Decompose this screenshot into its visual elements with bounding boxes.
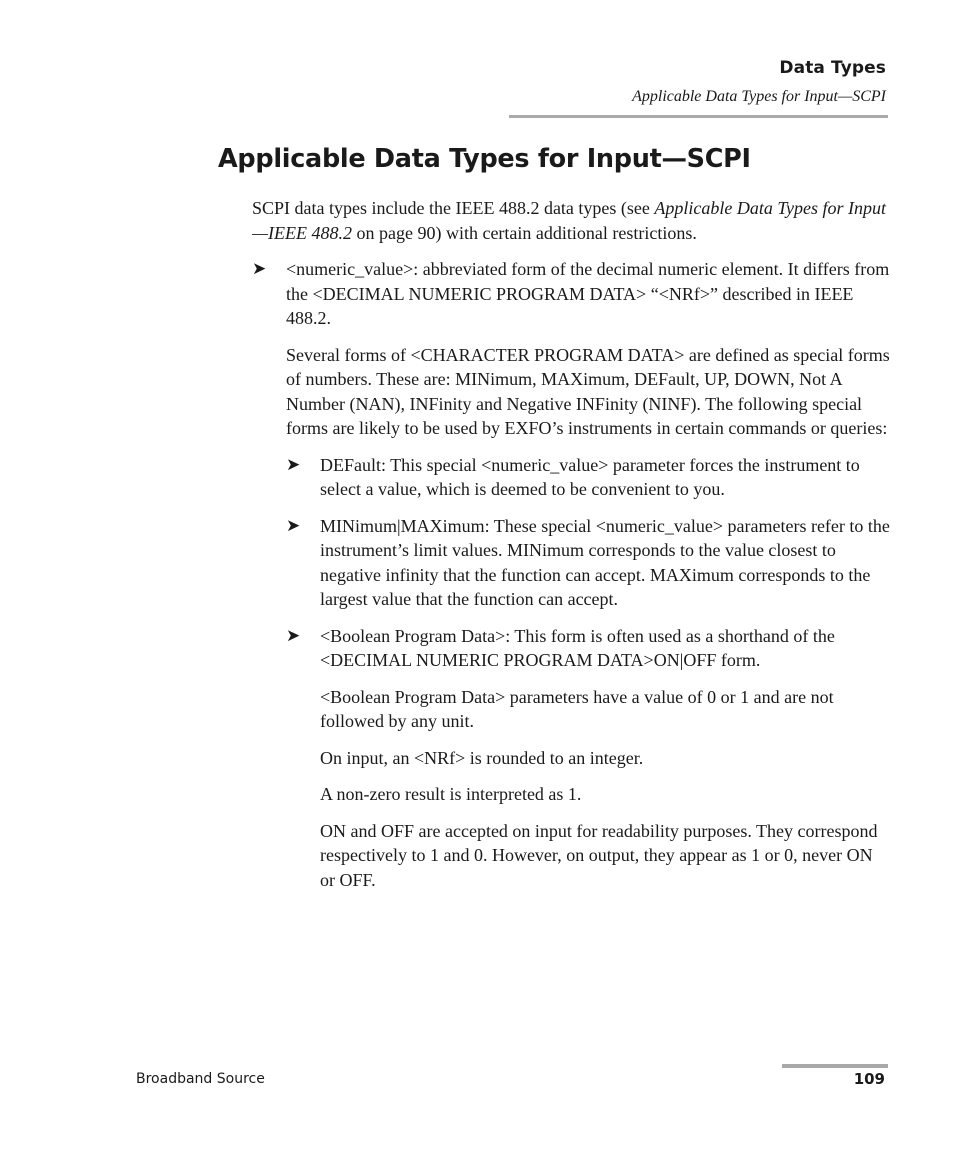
- cross-reference-link[interactable]: Applicable Data Types for Input—IEEE 488.2: [252, 198, 887, 243]
- footer-product-name: Broadband Source: [136, 1071, 265, 1087]
- bullet-numeric-value: [252, 257, 892, 892]
- boolean-description: <Boolean Program Data>: This form is often used as a shorthand of the <DECIMAL NUMERIC PROGRAM DATA>ON|OFF form.: [320, 625, 835, 670]
- intro-text-before: SCPI data types include the IEEE 488.2 data types (see: [252, 198, 655, 218]
- running-header-subtitle: Applicable Data Types for Input—SCPI: [632, 88, 886, 105]
- header-rule: [509, 115, 888, 118]
- body-content: [252, 196, 892, 904]
- boolean-detail: <Boolean Program Data> parameters have a value of 0 or 1 and are not followed by any unit.: [320, 686, 834, 731]
- bullet-arrow-icon: ➤: [286, 454, 301, 475]
- bullet-boolean: [286, 624, 892, 893]
- running-header-title: Data Types: [779, 58, 886, 78]
- bullet-minimum-maximum: [286, 514, 892, 612]
- boolean-detail: On input, an <NRf> is rounded to an integer.: [320, 747, 644, 768]
- bullet-arrow-icon: ➤: [286, 625, 301, 646]
- footer-rule: [782, 1064, 888, 1068]
- numeric-value-definition: <numeric_value>: abbreviated form of the decimal numeric element. It differs from the <DECIMAL NUMERIC PROGRAM DATA> “<NRf>” described in IEEE 488.2.: [286, 259, 890, 328]
- special-forms-paragraph: Several forms of <CHARACTER PROGRAM DATA> are defined as special forms of numbers. These are: MINimum, MAXimum, DEFault, UP, DOWN, Not A Number (NAN), INFinity and Negative INFinity (NINF). The following special forms are likely to be used by EXFO’s instruments in certain commands or queries:: [286, 344, 890, 438]
- bullet-default: [286, 453, 892, 502]
- page-number: 109: [853, 1070, 885, 1088]
- boolean-detail: ON and OFF are accepted on input for readability purposes. They correspond respectively to 1 and 0. However, on output, they appear as 1 or 0, never ON or OFF.: [320, 820, 878, 890]
- default-description: DEFault: This special <numeric_value> parameter forces the instrument to select a value, which is deemed to be convenient to you.: [320, 454, 860, 499]
- minmax-description: MINimum|MAXimum: These special <numeric_value> parameters refer to the instrument’s limit values. MINimum corresponds to the value closest to negative infinity that the function can accept. MAXimum corresponds to the largest value that the function can accept.: [320, 515, 890, 609]
- intro-text-after: on page 90) with certain additional restrictions.: [351, 222, 697, 243]
- section-title: Applicable Data Types for Input—SCPI: [218, 144, 751, 174]
- bullet-arrow-icon: ➤: [252, 259, 267, 279]
- boolean-detail: A non-zero result is interpreted as 1.: [320, 784, 582, 804]
- bullet-arrow-icon: ➤: [286, 515, 301, 536]
- intro-paragraph: [252, 196, 892, 245]
